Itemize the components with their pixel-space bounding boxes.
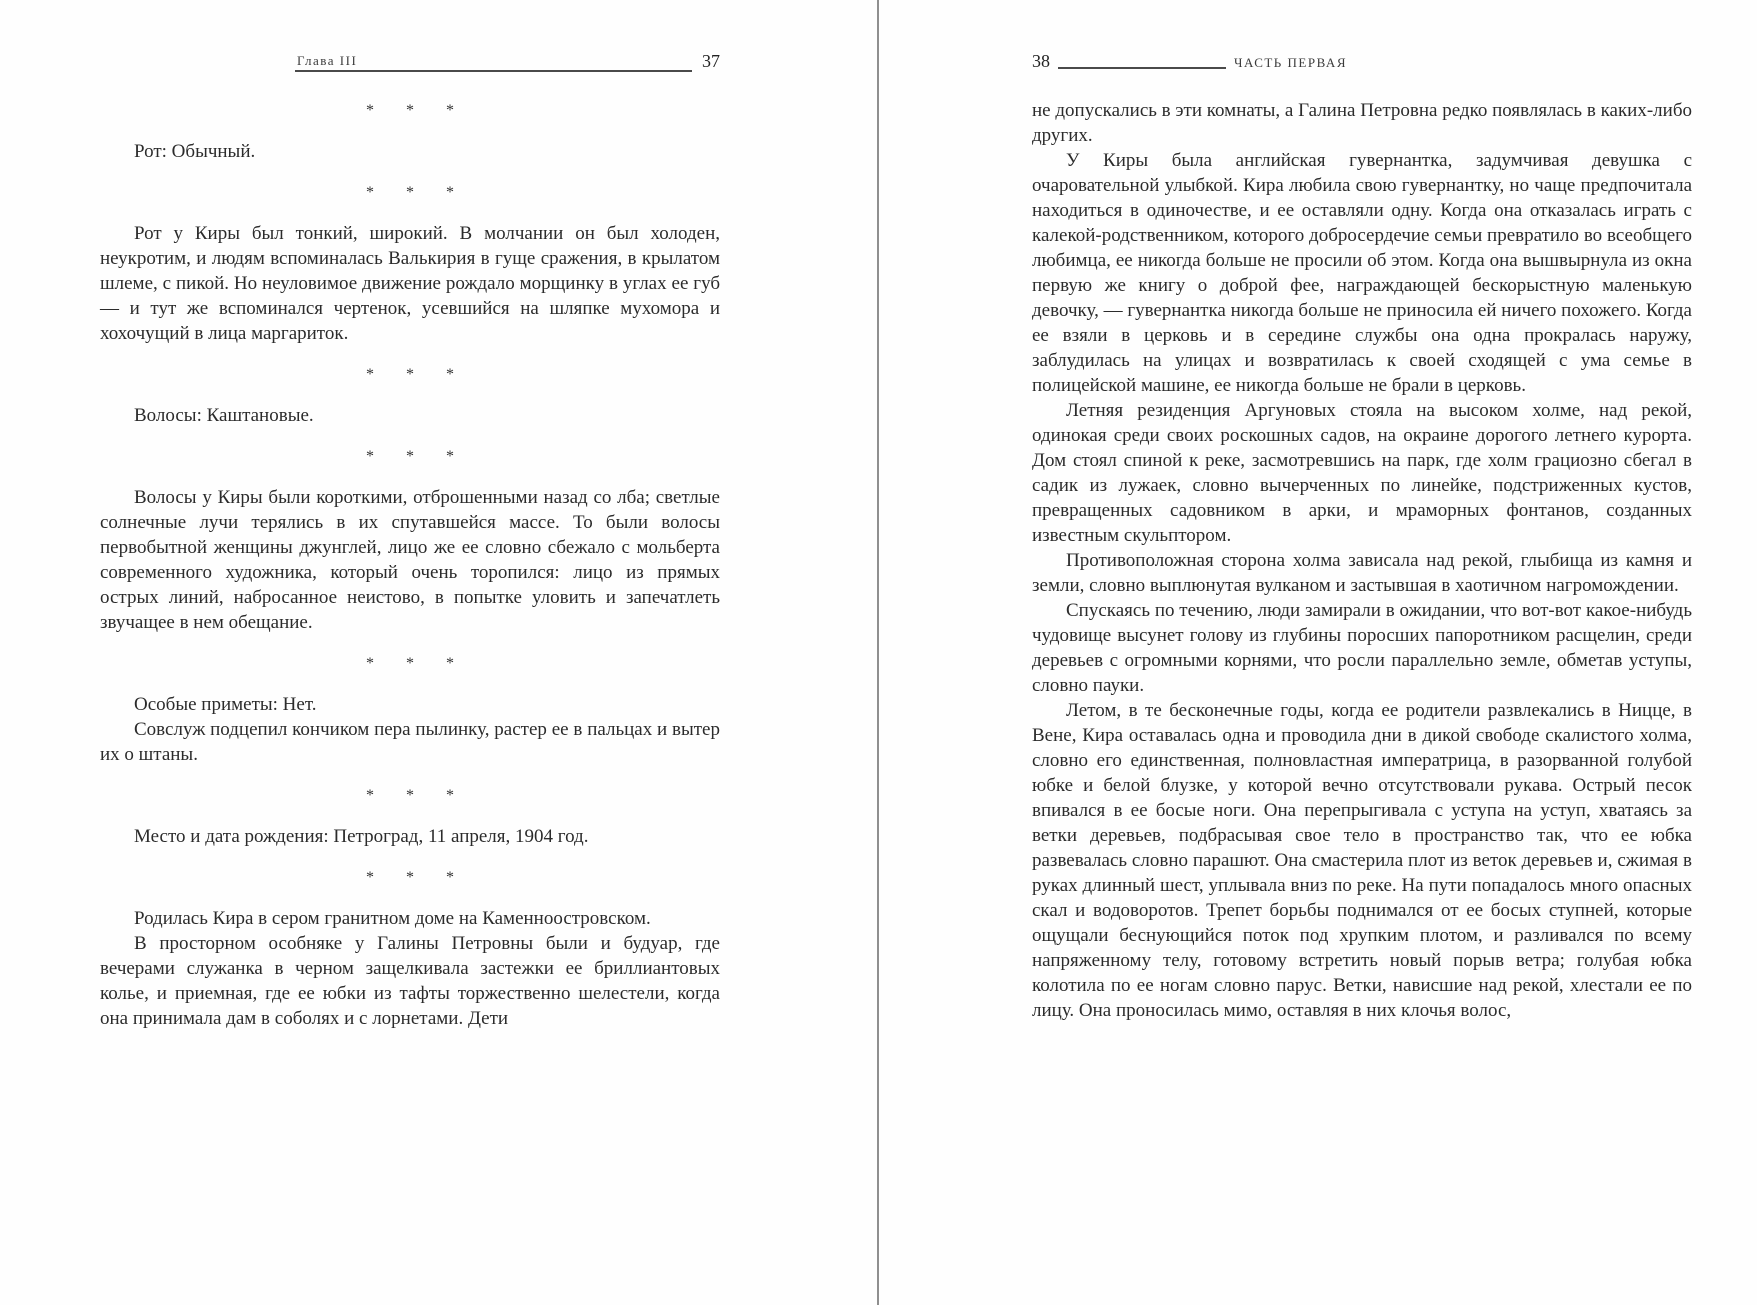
section-separator: * * * <box>366 787 468 804</box>
page-right <box>879 0 1757 1305</box>
running-head-rule-left <box>295 53 692 72</box>
section-separator: * * * <box>366 366 468 383</box>
paragraph: Рот: Обычный. <box>134 141 256 162</box>
paragraph: Противоположная сторона холма зависала над рекой, глыбища из камня и земли, словно выплюнутая вулканом и застывшая в хаотичном нагромождении. <box>1032 550 1692 596</box>
paragraph: Место и дата рождения: Петроград, 11 апреля, 1904 год. <box>134 826 589 847</box>
section-separator: * * * <box>366 184 468 201</box>
chapter-title: Глава III <box>297 53 358 68</box>
paragraph: Совслуж подцепил кончиком пера пылинку, растер ее в пальцах и вытер их о штаны. <box>100 719 720 765</box>
paragraph: Летом, в те бесконечные годы, когда ее родители развлекались в Ницце, в Вене, Кира оставалась одна и проводила дни в дикой свободе скалистого холма, словно его единственная, полновластная императрица, в разорванной голубой юбке и белой блузке, у которой вечно отсутствовали рукава. Острый песок впивался в ее босые ноги. Она перепрыгивала с уступа на уступ, хватаясь за ветки деревьев, подбрасывая свое тело в пространство так, что ее юбка развевалась словно парашют. Она смастерила плот из веток деревьев и, сжимая в руках длинный шест, уплывала вниз по реке. На пути попадалось много опасных скал и водоворотов. Трепет борьбы поднимался от ее босых ступней, которые ощущали беснующийся поток под хрупким плотом, и разливался по всему напряженному телу, готовому встретить новый порыв ветра; голубая юбка колотила по ее ногам словно парус. Ветки, нависшие над рекой, хлестали ее по лицу. Она проносилась мимо, оставляя в них клочья волос, <box>1032 700 1692 1021</box>
paragraph: Летняя резиденция Аргуновых стояла на высоком холме, над рекой, одинокая среди своих роскошных садов, на окраине дорогого летнего курорта. Дом стоял спиной к реке, засмотревшись на парк, где холм грациозно сбегал в садик из лужаек, словно вычерченных по линейке, подстриженных кустов, превращенных садовником в арки, и мраморных фонтанов, созданных известным скульптором. <box>1032 400 1692 546</box>
paragraph: Родилась Кира в сером гранитном доме на Каменноостровском. <box>134 908 651 929</box>
paragraph: У Киры была английская гувернантка, задумчивая девушка с очаровательной улыбкой. Кира любила свою гувернантку, но чаще предпочитала находиться в одиночестве, и ее оставляли одну. Когда она отказалась играть с калекой-родственником, которого добросердечие семьи превратило во всеобщего любимца, ее никогда больше не просили об этом. Когда она вышвырнула из окна первую же книгу о доброй фее, награждающей бескорыстную маленькую девочку, — гувернантка никогда больше не приносила ей ничего похожего. Когда ее взяли в церковь и в середине службы она одна прокралась наружу, заблудилась на улицах и возвратилась к своей сходящей с ума семье в полицейской машине, ее никогда больше не брали в церковь. <box>1032 150 1692 396</box>
section-separator: * * * <box>366 655 468 672</box>
page-number-left: 37 <box>702 51 720 71</box>
paragraph: Особые приметы: Нет. <box>134 694 317 715</box>
page-right-text <box>1032 98 1692 1023</box>
page-left <box>0 0 877 1305</box>
section-separator: * * * <box>366 869 468 886</box>
paragraph: не допускались в эти комнаты, а Галина Петровна редко появлялась в каких-либо других. <box>1032 100 1692 146</box>
page-left-running-head <box>295 50 720 72</box>
part-title: ЧАСТЬ ПЕРВАЯ <box>1234 55 1347 70</box>
paragraph: Спускаясь по течению, люди замирали в ожидании, что вот-вот какое-нибудь чудовище высунет голову из глубины поросших папоротником расщелин, среди деревьев с огромными корнями, что росли параллельно земле, обметав уступы, словно пауки. <box>1032 600 1692 696</box>
section-separator: * * * <box>366 448 468 465</box>
running-head-rule-right <box>1058 67 1226 69</box>
paragraph: Волосы у Киры были короткими, отброшенными назад со лба; светлые солнечные лучи терялись в их спутавшейся массе. То были волосы первобытной женщины джунглей, лицо же ее словно сбежало с мольберта современного художника, который очень торопился: лицо из прямых острых линий, набросанное неистово, в попытке уловить и запечатлеть звучащее в нем обещание. <box>100 487 720 633</box>
paragraph: Рот у Киры был тонкий, широкий. В молчании он был холоден, неукротим, и людям вспоминалась Валькирия в гуще сражения, в крылатом шлеме, с пикой. Но неуловимое движение рождало морщинку в углах ее губ — и тут же вспоминался чертенок, усевшийся на шляпке мухомора и хохочущий в лица маргариток. <box>100 223 720 344</box>
paragraph: Волосы: Каштановые. <box>134 405 314 426</box>
page-left-text <box>100 98 720 1031</box>
page-right-running-head <box>1032 50 1692 72</box>
page-number-right: 38 <box>1032 51 1050 71</box>
section-separator: * * * <box>366 102 468 119</box>
paragraph: В просторном особняке у Галины Петровны были и будуар, где вечерами служанка в черном защелкивала застежки ее бриллиантовых колье, и приемная, где ее юбки из тафты торжественно шелестели, когда она принимала дам в соболях и с лорнетами. Дети <box>100 933 720 1029</box>
